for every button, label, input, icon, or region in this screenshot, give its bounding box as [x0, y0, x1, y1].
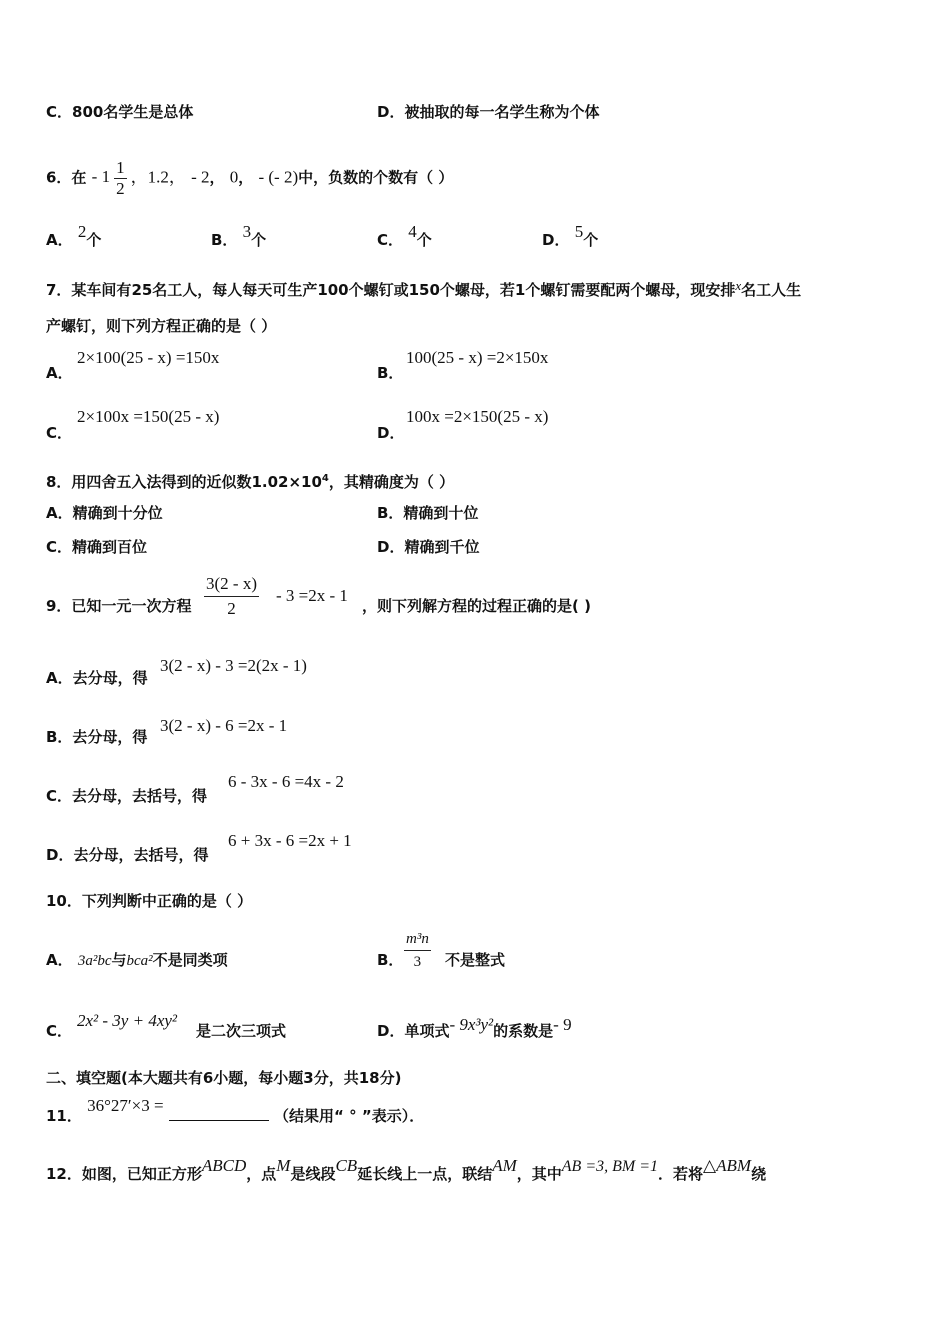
q7-option-b-label: B． [377, 364, 404, 382]
q9-eq-rest: - 3 =2x - 1 [276, 586, 348, 605]
question-8-stem: 8．用四舍五入法得到的近似数$1.02\times 10^4$，其精确度为（ ） [46, 473, 455, 491]
q10-option-d: D．单项式- 9x³y²的系数是- 9 [377, 1015, 572, 1040]
q6-option-b: B． 3个 [211, 222, 267, 249]
q6-rest: ，1.2， [130, 167, 186, 187]
q6-suffix: 中，负数的个数有（ ） [298, 168, 454, 187]
q10-option-b-frac: $\frac{\text{m³n}}{3}$ [404, 928, 431, 973]
q10-option-c-end: 是二次三项式 [196, 1022, 287, 1040]
question-10-stem: 10．下列判断中正确的是（ ） [46, 892, 253, 910]
q9-option-b-eq: 3(2 - x) - 6 =2x - 1 [160, 716, 288, 735]
q8-option-d: D．精确到千位 [377, 538, 480, 556]
q5-option-c: C．800名学生是总体 [46, 103, 194, 121]
q6-last: - (- 2) [258, 167, 299, 187]
q9-option-a-label: A．去分母，得 [46, 669, 148, 687]
q9-suffix: ，则下列解方程的过程正确的是( ) [362, 597, 591, 615]
q8-option-b: B．精确到十位 [377, 504, 479, 522]
question-9-prefix: 9．已知一元一次方程 [46, 597, 192, 615]
q5-option-d: D．被抽取的每一名学生称为个体 [377, 103, 600, 121]
q6-option-c: C． 4个 [377, 222, 432, 249]
q7-option-a-label: A． [46, 364, 73, 382]
question-6-stem: 6．在 - 1 $\frac{1}{2}$ ，1.2， - 2， 0， - (- 2)中，负数的个数有（ ） [46, 158, 454, 198]
q6-zero: 0 [229, 167, 239, 187]
question-11: 11． 36°27′×3 = （结果用“ ° ”表示）． [46, 1096, 425, 1125]
q8-option-a: A．精确到十分位 [46, 504, 163, 522]
question-7-line-1: 7．某车间有25名工人，每人每天可生产100个螺钉或150个螺母，若1个螺钉需要配两个螺母，现安排x名工人生 [46, 278, 802, 299]
q6-option-d: D． 5个 [542, 222, 599, 249]
q7-option-c-label: C． [46, 424, 73, 442]
q7-option-d-eq: 100x =2×150(25 - x) [406, 407, 549, 426]
q10-option-c-expr: 2x² - 3y + 4xy² [77, 1011, 178, 1030]
q9-fraction: $\frac{3(2 - x)}{2}$ [206, 574, 257, 618]
question-7-line-2: 产螺钉，则下列方程正确的是（ ） [46, 317, 277, 335]
q7-option-c-eq: 2×100x =150(25 - x) [77, 407, 220, 426]
q11-answer-blank[interactable] [169, 1106, 269, 1121]
q9-option-c-eq: 6 - 3x - 6 =4x - 2 [228, 772, 344, 791]
q9-option-d-eq: 6 + 3x - 6 =2x + 1 [228, 831, 352, 850]
q9-option-a-eq: 3(2 - x) - 3 =2(2x - 1) [160, 656, 307, 675]
question-12: 12．如图，已知正方形ABCD，点M是线段CB延长线上一点，联结AM，其中AB =3, BM =1．若将△ABM绕 [46, 1156, 767, 1183]
q10-option-b-label: B． [377, 951, 404, 969]
q7-option-b-eq: 100(25 - x) =2×150x [406, 348, 549, 367]
section-2-title: 二、填空题(本大题共有6小题，每小题3分，共18分) [46, 1069, 402, 1087]
q6-prefix: 6．在 [46, 168, 87, 187]
q6-option-a: A． 2个 [46, 222, 102, 249]
q6-neg2: - 2 [191, 167, 210, 187]
q10-option-b-end: 不是整式 [445, 951, 506, 969]
q7-option-a-eq: 2×100(25 - x) =150x [77, 348, 220, 367]
q9-option-b-label: B．去分母，得 [46, 728, 148, 746]
q10-option-a: A． 3a²bc与bca²不是同类项 [46, 951, 228, 969]
q7-option-d-label: D． [377, 424, 405, 442]
q6-mixed-number: - 1 $\frac{1}{2}$ [91, 158, 125, 198]
q8-option-c: C．精确到百位 [46, 538, 148, 556]
q10-option-c-label: C． [46, 1022, 73, 1040]
q9-option-c-label: C．去分母，去括号，得 [46, 787, 208, 805]
q9-option-d-label: D．去分母，去括号，得 [46, 846, 209, 864]
